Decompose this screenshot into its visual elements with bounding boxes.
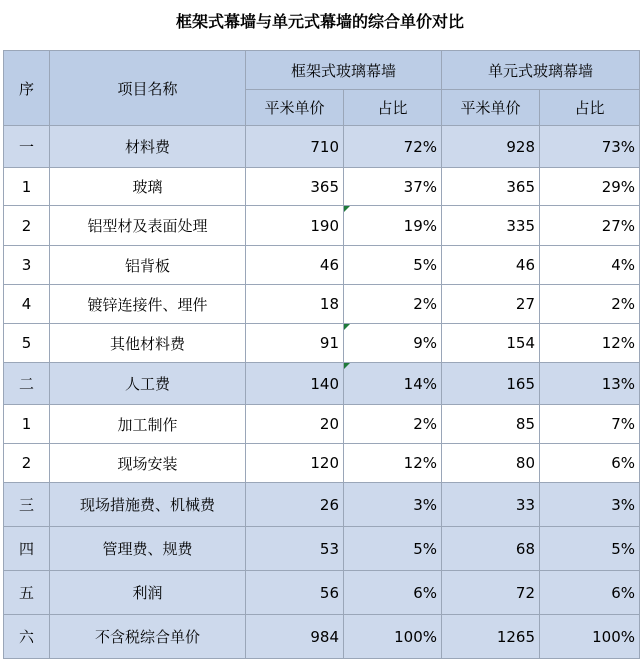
cell-unit-price: 165 [442, 363, 540, 405]
cell-seq: 五 [4, 571, 50, 615]
cell-unit-ratio: 29% [540, 168, 640, 206]
cell-name: 镀锌连接件、埋件 [50, 285, 246, 324]
cell-frame-price: 365 [246, 168, 344, 206]
cell-name: 现场安装 [50, 444, 246, 483]
table-row [4, 571, 640, 615]
cell-seq: 1 [4, 168, 50, 206]
cell-name: 铝背板 [50, 246, 246, 285]
table-row [4, 168, 640, 206]
cell-name: 利润 [50, 571, 246, 615]
cell-unit-price: 33 [442, 483, 540, 527]
cell-frame-ratio: 2% [344, 405, 442, 444]
cell-unit-ratio: 27% [540, 206, 640, 246]
cell-frame-ratio: 5% [344, 527, 442, 571]
cell-seq: 2 [4, 444, 50, 483]
header-seq: 序 [4, 51, 50, 126]
cell-frame-price: 53 [246, 527, 344, 571]
cell-frame-ratio: 5% [344, 246, 442, 285]
cell-unit-price: 365 [442, 168, 540, 206]
cell-seq: 1 [4, 405, 50, 444]
cell-seq: 六 [4, 615, 50, 659]
cell-seq: 四 [4, 527, 50, 571]
header-unit-ratio: 占比 [540, 90, 640, 126]
cell-frame-ratio: 72% [344, 126, 442, 168]
table-row [4, 444, 640, 483]
cell-unit-price: 46 [442, 246, 540, 285]
cell-seq: 一 [4, 126, 50, 168]
cell-frame-ratio: 12% [344, 444, 442, 483]
cell-frame-ratio: 9% [344, 324, 442, 363]
cell-unit-ratio: 3% [540, 483, 640, 527]
table-row [4, 126, 640, 168]
cell-frame-price: 91 [246, 324, 344, 363]
cell-unit-price: 72 [442, 571, 540, 615]
cell-name: 管理费、规费 [50, 527, 246, 571]
cell-frame-price: 46 [246, 246, 344, 285]
table-row [4, 206, 640, 246]
cell-name: 人工费 [50, 363, 246, 405]
cell-seq: 三 [4, 483, 50, 527]
cell-name: 其他材料费 [50, 324, 246, 363]
cell-unit-price: 68 [442, 527, 540, 571]
cell-name: 材料费 [50, 126, 246, 168]
cell-frame-ratio: 14% [344, 363, 442, 405]
cell-unit-ratio: 13% [540, 363, 640, 405]
header-name: 项目名称 [50, 51, 246, 126]
cell-frame-ratio: 2% [344, 285, 442, 324]
cell-unit-price: 80 [442, 444, 540, 483]
table-row [4, 324, 640, 363]
cell-frame-price: 140 [246, 363, 344, 405]
cell-frame-ratio: 100% [344, 615, 442, 659]
cell-frame-price: 56 [246, 571, 344, 615]
header-frame-ratio: 占比 [344, 90, 442, 126]
cell-frame-ratio: 6% [344, 571, 442, 615]
header-unit-curtain-wall: 单元式玻璃幕墙 [442, 51, 640, 90]
cell-frame-price: 26 [246, 483, 344, 527]
table-row [4, 615, 640, 659]
cell-unit-ratio: 12% [540, 324, 640, 363]
cell-seq: 3 [4, 246, 50, 285]
cell-frame-price: 984 [246, 615, 344, 659]
header-frame-price: 平米单价 [246, 90, 344, 126]
cell-name: 加工制作 [50, 405, 246, 444]
cell-frame-ratio: 3% [344, 483, 442, 527]
cell-unit-ratio: 73% [540, 126, 640, 168]
cell-frame-price: 190 [246, 206, 344, 246]
cell-seq: 5 [4, 324, 50, 363]
cell-name: 玻璃 [50, 168, 246, 206]
cell-frame-price: 710 [246, 126, 344, 168]
cell-name: 不含税综合单价 [50, 615, 246, 659]
cell-frame-ratio: 19% [344, 206, 442, 246]
cell-seq: 2 [4, 206, 50, 246]
table-row [4, 363, 640, 405]
cell-unit-ratio: 4% [540, 246, 640, 285]
cell-unit-price: 1265 [442, 615, 540, 659]
price-comparison-table [3, 50, 640, 659]
cell-frame-price: 20 [246, 405, 344, 444]
cell-unit-ratio: 7% [540, 405, 640, 444]
cell-unit-ratio: 100% [540, 615, 640, 659]
cell-unit-price: 27 [442, 285, 540, 324]
cell-unit-ratio: 2% [540, 285, 640, 324]
cell-unit-price: 85 [442, 405, 540, 444]
cell-unit-ratio: 5% [540, 527, 640, 571]
cell-frame-price: 18 [246, 285, 344, 324]
header-unit-price: 平米单价 [442, 90, 540, 126]
table-row [4, 246, 640, 285]
cell-frame-ratio: 37% [344, 168, 442, 206]
cell-unit-ratio: 6% [540, 571, 640, 615]
table-row [4, 527, 640, 571]
cell-frame-price: 120 [246, 444, 344, 483]
cell-name: 现场措施费、机械费 [50, 483, 246, 527]
cell-name: 铝型材及表面处理 [50, 206, 246, 246]
table-row [4, 285, 640, 324]
cell-unit-price: 335 [442, 206, 540, 246]
cell-seq: 二 [4, 363, 50, 405]
header-frame-curtain-wall: 框架式玻璃幕墙 [246, 51, 442, 90]
cell-unit-price: 928 [442, 126, 540, 168]
cell-seq: 4 [4, 285, 50, 324]
table-row [4, 483, 640, 527]
table-row [4, 405, 640, 444]
page-title: 框架式幕墙与单元式幕墙的综合单价对比 [175, 12, 464, 31]
cell-unit-ratio: 6% [540, 444, 640, 483]
cell-unit-price: 154 [442, 324, 540, 363]
